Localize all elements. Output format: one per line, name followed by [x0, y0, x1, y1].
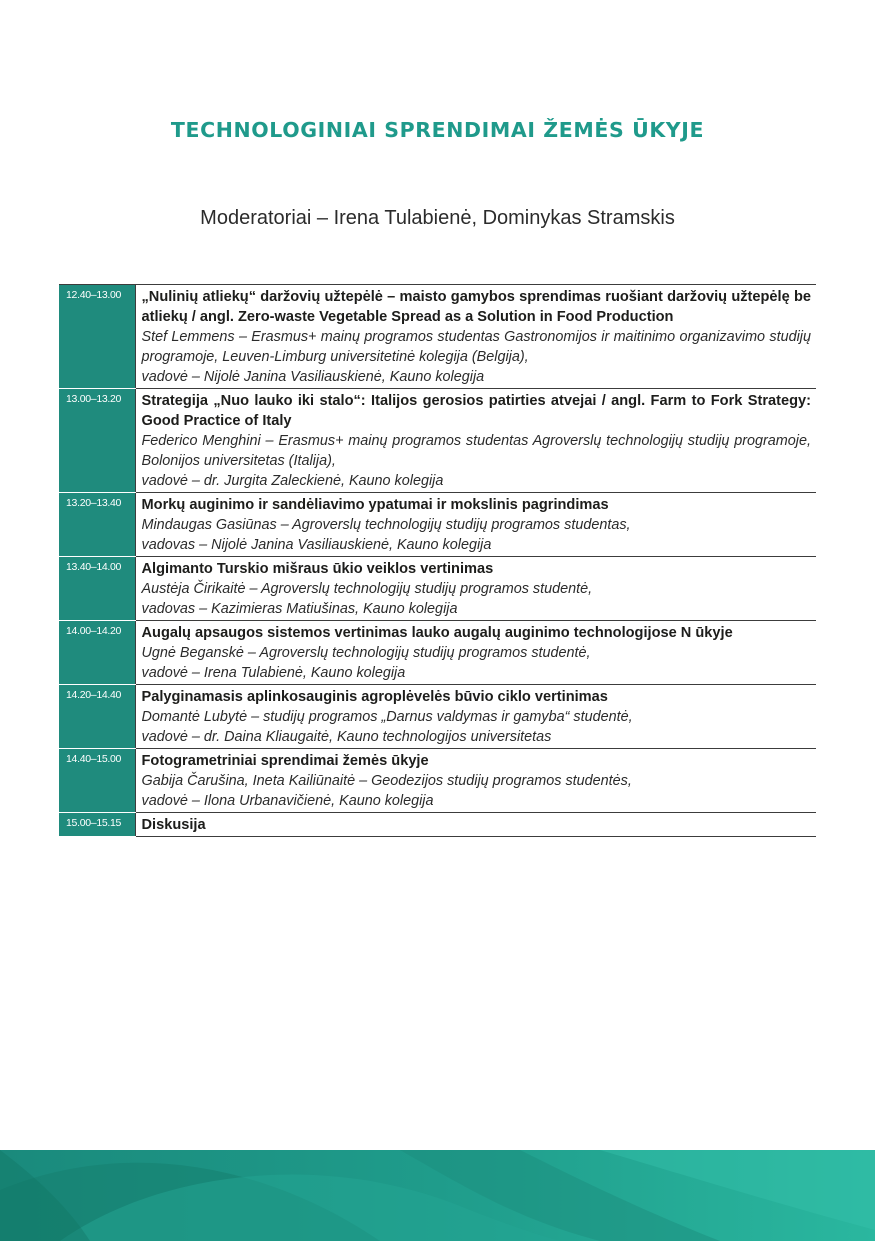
session-content [135, 389, 816, 493]
session-title: Strategija „Nuo lauko iki stalo“: Italijos gerosios patirties atvejai / angl. Farm to Fork Strategy: Good Practice of Italy [141, 393, 811, 429]
session-presenter-line: vadovas – Kazimieras Matiušinas, Kauno kolegija [141, 601, 458, 617]
session-presenter-line: vadovas – Nijolė Janina Vasiliauskienė, Kauno kolegija [141, 537, 492, 553]
session-title: Morkų auginimo ir sandėliavimo ypatumai ir mokslinis pagrindimas [141, 497, 609, 513]
session-presenter-line: vadovė – Irena Tulabienė, Kauno kolegija [141, 665, 406, 681]
agenda-row [59, 685, 816, 749]
session-title: Augalų apsaugos sistemos vertinimas lauko augalų auginimo technologijose N ūkyje [141, 625, 733, 641]
session-presenter-line: vadovė – Ilona Urbanavičienė, Kauno kolegija [141, 793, 434, 809]
session-content [135, 813, 816, 837]
session-content [135, 621, 816, 685]
session-content [135, 685, 816, 749]
agenda-table [59, 284, 816, 837]
moderators-line: Moderatoriai – Irena Tulabienė, Dominykas Stramskis [200, 207, 675, 229]
session-content [135, 493, 816, 557]
session-presenter-line: Mindaugas Gasiūnas – Agroverslų technologijų studijų programos studentas, [141, 517, 631, 533]
agenda-row [59, 493, 816, 557]
page-title: TECHNOLOGINIAI SPRENDIMAI ŽEMĖS ŪKYJE [170, 118, 705, 142]
session-presenter-line: Gabija Čarušina, Ineta Kailiūnaitė – Geodezijos studijų programos studentės, [141, 773, 632, 789]
session-time: 13.00–13.20 [59, 389, 135, 493]
session-content [135, 749, 816, 813]
session-title: Fotogrametriniai sprendimai žemės ūkyje [141, 753, 429, 769]
session-time: 12.40–13.00 [59, 285, 135, 389]
session-time: 14.40–15.00 [59, 749, 135, 813]
session-title: Diskusija [141, 817, 206, 833]
session-presenter-line: vadovė – dr. Jurgita Zaleckienė, Kauno kolegija [141, 473, 444, 489]
session-presenter-line: vadovė – dr. Daina Kliaugaitė, Kauno technologijos universitetas [141, 729, 552, 745]
session-time: 14.00–14.20 [59, 621, 135, 685]
session-content [135, 557, 816, 621]
session-time: 14.20–14.40 [59, 685, 135, 749]
session-presenter-line: Domantė Lubytė – studijų programos „Darnus valdymas ir gamyba“ studentė, [141, 709, 633, 725]
agenda-row [59, 621, 816, 685]
footer-decoration [0, 1150, 875, 1241]
agenda-row [59, 557, 816, 621]
session-title: Palyginamasis aplinkosauginis agroplėvelės būvio ciklo vertinimas [141, 689, 608, 705]
agenda-row [59, 285, 816, 389]
session-presenter-line: Austėja Čirikaitė – Agroverslų technologijų studijų programos studentė, [141, 581, 593, 597]
agenda-row [59, 813, 816, 837]
session-presenter-line: vadovė – Nijolė Janina Vasiliauskienė, Kauno kolegija [141, 369, 485, 385]
session-time: 15.00–15.15 [59, 813, 135, 837]
agenda-row [59, 389, 816, 493]
agenda-row [59, 749, 816, 813]
session-time: 13.40–14.00 [59, 557, 135, 621]
session-content [135, 285, 816, 389]
session-time: 13.20–13.40 [59, 493, 135, 557]
session-title: „Nulinių atliekų“ daržovių užtepėlė – maisto gamybos sprendimas ruošiant daržovių užtepėlę be atliekų / angl. Zero-waste Vegetable Spread as a Solution in Food Production [141, 289, 811, 325]
session-title: Algimanto Turskio mišraus ūkio veiklos vertinimas [141, 561, 494, 577]
session-presenter-line: Stef Lemmens – Erasmus+ mainų programos studentas Gastronomijos ir maitinimo organizavimo studijų programoje, Leuven-Limburg universitetinė kolegija (Belgija), [141, 329, 811, 365]
session-presenter-line: Federico Menghini – Erasmus+ mainų programos studentas Agroverslų technologijų studijų programoje, Bolonijos universitetas (Italija), [141, 433, 811, 469]
session-presenter-line: Ugnė Beganskė – Agroverslų technologijų studijų programos studentė, [141, 645, 591, 661]
